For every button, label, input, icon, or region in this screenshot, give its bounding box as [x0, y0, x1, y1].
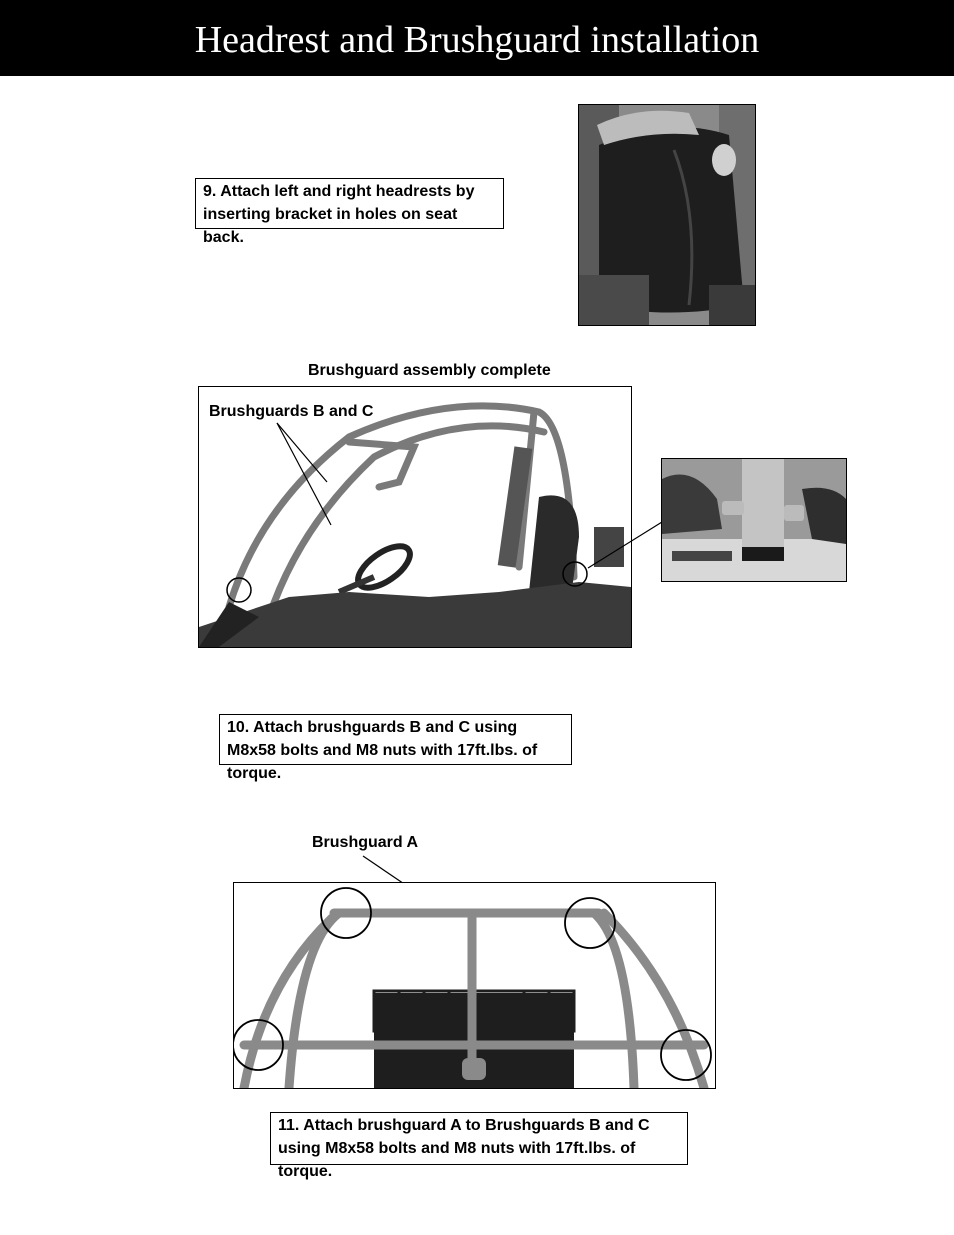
step-10-instruction: 10. Attach brushguards B and C using M8x58 bolts and M8 nuts with 17ft.lbs. of torque. — [219, 714, 572, 765]
page-title: Headrest and Brushguard installation — [194, 19, 760, 61]
brushguard-a-photo — [233, 882, 716, 1089]
step-11-instruction: 11. Attach brushguard A to Brushguards B and C using M8x58 bolts and M8 nuts with 17ft.lbs. of torque. — [270, 1112, 688, 1165]
brushguards-bc-callout: Brushguards B and C — [209, 403, 374, 420]
assembly-caption: Brushguard assembly complete — [308, 362, 551, 379]
brushguard-a-label: Brushguard A — [312, 834, 419, 851]
step-9-instruction: 9. Attach left and right headrests by inserting bracket in holes on seat back. — [195, 178, 504, 229]
